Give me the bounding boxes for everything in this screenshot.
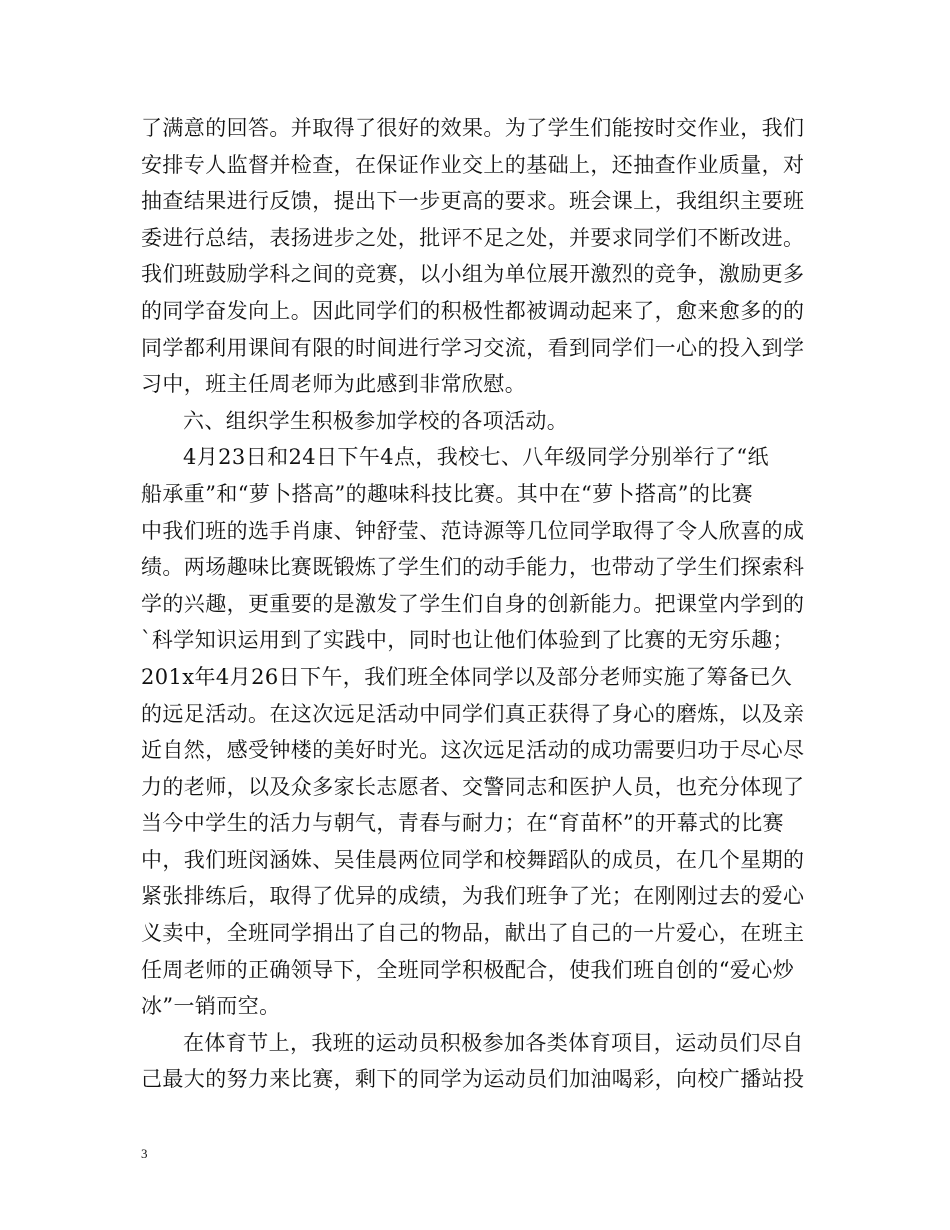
- text-line: 学的兴趣，更重要的是激发了学生们自身的创新能力。把课堂内学到的: [141, 591, 805, 616]
- text-line: 冰”一销而空。: [141, 994, 281, 1019]
- page-number: 3: [141, 1146, 148, 1161]
- text-line: `科学知识运用到了实践中，同时也让他们体验到了比赛的无穷乐趣；: [141, 628, 794, 653]
- body-text: [141, 110, 821, 1098]
- text-line: 中我们班的选手肖康、钟舒莹、范诗源等几位同学取得了令人欣喜的成: [141, 518, 805, 543]
- text-line: 4月23日和24日下午4点，我校七、八年级同学分别举行了“纸: [183, 445, 769, 470]
- text-line: 抽查结果进行反馈，提出下一步更高的要求。班会课上，我组织主要班: [141, 189, 805, 214]
- text-line: 中，我们班闵涵姝、吴佳晨两位同学和校舞蹈队的成员，在几个星期的: [141, 847, 805, 872]
- section-heading: 六、组织学生积极参加学校的各项活动。: [183, 408, 569, 433]
- text-line: 安排专人监督并检查，在保证作业交上的基础上，还抽查作业质量，对: [141, 152, 805, 177]
- text-line: 委进行总结，表扬进步之处，批评不足之处，并要求同学们不断改进。: [141, 225, 805, 250]
- text-line: 义卖中，全班同学捐出了自己的物品，献出了自己的一片爱心，在班主: [141, 921, 805, 946]
- text-line: 的同学奋发向上。因此同学们的积极性都被调动起来了，愈来愈多的的: [141, 298, 805, 323]
- text-line: 在体育节上，我班的运动员积极参加各类体育项目，运动员们尽自: [183, 1030, 804, 1055]
- text-line: 我们班鼓励学科之间的竞赛，以小组为单位展开激烈的竞争，激励更多: [141, 262, 805, 287]
- text-line: 力的老师，以及众多家长志愿者、交警同志和医护人员，也充分体现了: [141, 774, 805, 799]
- text-line: 紧张排练后，取得了优异的成绩，为我们班争了光；在刚刚过去的爱心: [141, 884, 805, 909]
- text-line: 同学都利用课间有限的时间进行学习交流，看到同学们一心的投入到学: [141, 335, 805, 360]
- text-line: 近自然，感受钟楼的美好时光。这次远足活动的成功需要归功于尽心尽: [141, 738, 805, 763]
- text-line: 了满意的回答。并取得了很好的效果。为了学生们能按时交作业，我们: [141, 116, 805, 140]
- text-line: 的远足活动。在这次远足活动中同学们真正获得了身心的磨炼，以及亲: [141, 701, 805, 726]
- text-line: 201x年4月26日下午，我们班全体同学以及部分老师实施了筹备已久: [141, 664, 793, 689]
- text-line: 船承重”和“萝卜搭高”的趣味科技比赛。其中在“萝卜搭高”的比赛: [141, 481, 754, 506]
- text-line: 习中，班主任周老师为此感到非常欣慰。: [141, 372, 527, 397]
- text-line: 己最大的努力来比赛，剩下的同学为运动员们加油喝彩，向校广播站投: [141, 1067, 805, 1092]
- text-line: 绩。两场趣味比赛既锻炼了学生们的动手能力，也带动了学生们探索科: [141, 555, 805, 580]
- text-line: 任周老师的正确领导下，全班同学积极配合，使我们班自创的“爱心炒: [141, 957, 795, 982]
- text-line: 当今中学生的活力与朝气，青春与耐力；在“育苗杯”的开幕式的比赛: [141, 811, 784, 836]
